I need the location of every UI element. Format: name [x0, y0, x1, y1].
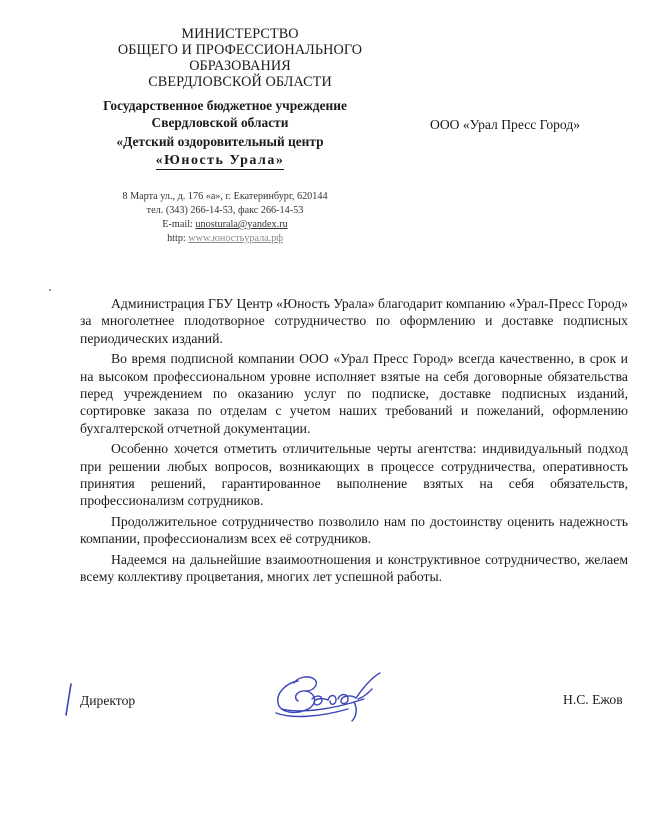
signature-tick-mark	[62, 682, 76, 718]
email-label: E-mail:	[162, 219, 193, 230]
body-paragraph-5: Надеемся на дальнейшие взаимоотношения и конструктивное сотрудничество, желаем всему коллективу процветания, многих лет успешной работы.	[80, 551, 628, 585]
address: 8 Марта ул., д. 176 «а», г. Екатеринбург, 620144	[122, 191, 328, 202]
institution-line-3: «Детский оздоровительный центр	[116, 134, 324, 149]
body-paragraph-3: Особенно хочется отметить отличительные черты агентства: индивидуальный подход при решении любых вопросов, возникающих в процессе сотрудничества, оперативность принятия решений, гарантированное выполнение взятых на себя обязательств, профессионализм сотрудников.	[80, 441, 628, 509]
signatory-role: Директор	[80, 693, 136, 708]
web-label: http:	[167, 233, 186, 244]
email-line	[85, 218, 365, 231]
web-line	[85, 232, 365, 245]
body-paragraph-4: Продолжительное сотрудничество позволило нам по достоинству оценить надежность компании, профессионализм всех её сотрудников.	[80, 513, 628, 547]
phone: тел. (343) 266-14-53, факс 266-14-53	[146, 205, 304, 216]
letter-body	[80, 295, 628, 589]
signatory-name: Н.С. Ежов	[563, 692, 623, 707]
email-link[interactable]: unosturala@yandex.ru	[195, 219, 288, 230]
institution-name-text: «Юность Урала»	[155, 153, 285, 168]
body-paragraph-2: Во время подписной компании ООО «Урал Пресс Город» всегда качественно, в срок и на высоком профессиональном уровне исполняет взятые на себя договорные обязательства перед учреждением по оказанию услуг по подписке, доставке подписных изданий, сортировке заказа по отделам с учетом наших требований и пожеланий, оформлению бухгалтерской отчетной документации.	[80, 351, 628, 436]
body-paragraph-1: Администрация ГБУ Центр «Юность Урала» благодарит компанию «Урал-Пресс Город» за многолетнее плодотворное сотрудничество по оформлению и доставке подписных периодических изданий.	[80, 296, 628, 346]
web-link[interactable]: www.юностьурала.рф	[188, 233, 283, 244]
institution-name	[75, 153, 365, 168]
handwritten-signature	[268, 669, 393, 724]
institution-line-1: Государственное бюджетное учреждение	[103, 98, 347, 113]
recipient: ООО «Урал Пресс Город»	[430, 117, 581, 132]
scan-speck	[49, 289, 51, 291]
ministry-line-3: ОБРАЗОВАНИЯ	[189, 58, 291, 74]
ministry-line-1: МИНИСТЕРСТВО	[181, 26, 299, 42]
institution-line-2: Свердловской области	[151, 115, 289, 130]
ministry-line-4: СВЕРДЛОВСКОЙ ОБЛАСТИ	[148, 74, 332, 90]
ministry-line-2: ОБЩЕГО И ПРОФЕССИОНАЛЬНОГО	[117, 42, 363, 58]
